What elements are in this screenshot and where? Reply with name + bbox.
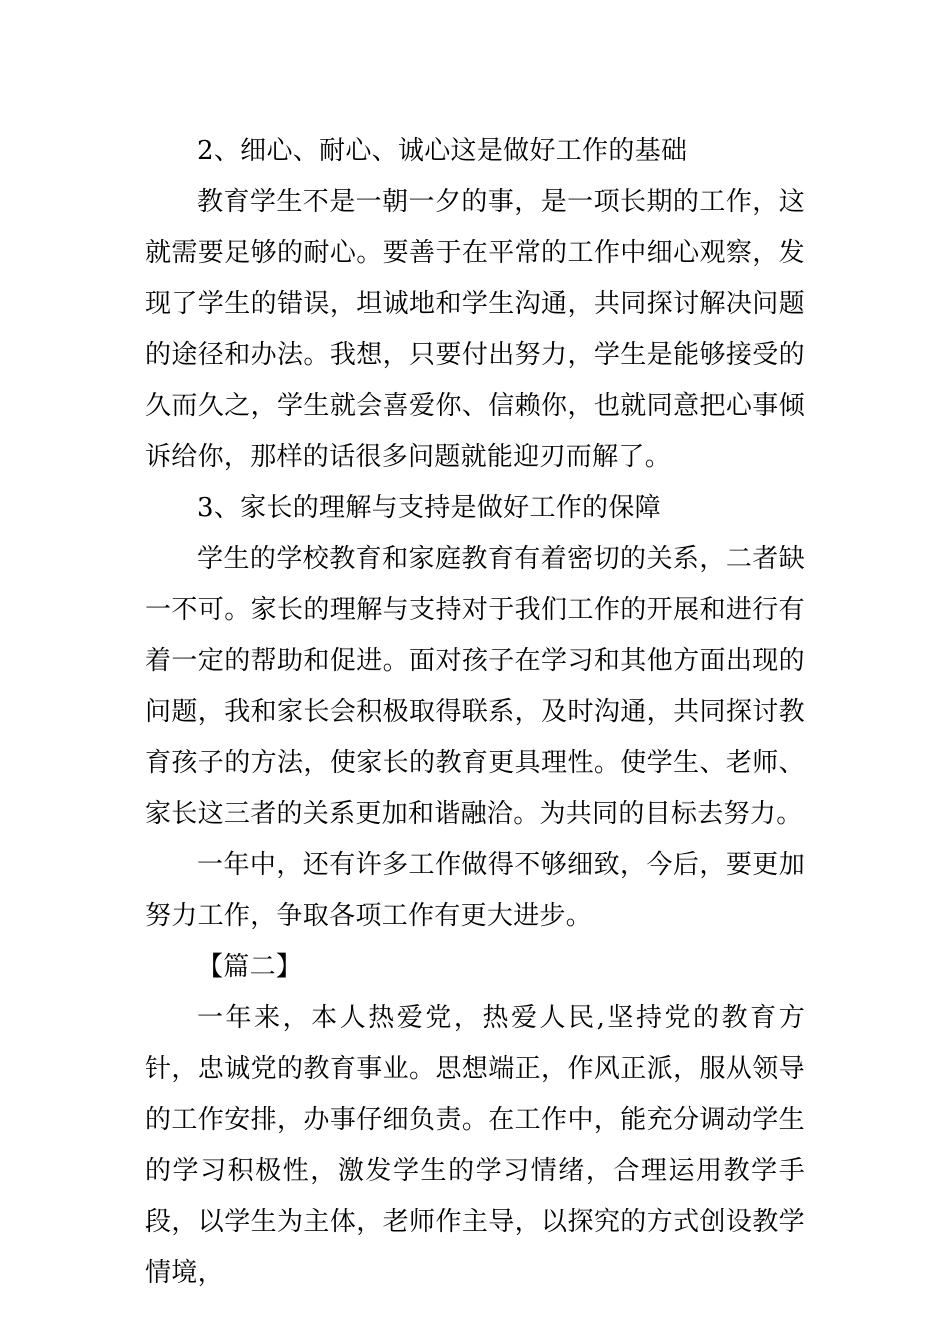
document-body — [145, 126, 805, 1299]
body-paragraph: 一年来，本人热爱党，热爱人民,坚持党的教育方针，忠诚党的教育事业。思想端正，作风正派，服从领导的工作安排，办事仔细负责。在工作中，能充分调动学生的学习积极性，激发学生的学习情绪，合理运用教学手段，以学生为主体，老师作主导，以探究的方式创设教学情境， — [145, 1003, 805, 1288]
body-paragraph: 一年中，还有许多工作做得不够细致，今后，要更加努力工作，争取各项工作有更大进步。 — [145, 850, 805, 931]
section-heading-2: 2、细心、耐心、诚心这是做好工作的基础 — [197, 136, 688, 166]
section-heading-3: 3、家长的理解与支持是做好工作的保障 — [197, 493, 661, 523]
part-heading: 【篇二】 — [197, 952, 303, 982]
body-paragraph: 教育学生不是一朝一夕的事，是一项长期的工作，这就需要足够的耐心。要善于在平常的工作中细心观察，发现了学生的错误，坦诚地和学生沟通，共同探讨解决问题的途径和办法。我想，只要付出努力，学生是能够接受的久而久之，学生就会喜爱你、信赖你，也就同意把心事倾诉给你，那样的话很多问题就能迎刃而解了。 — [145, 187, 805, 472]
body-paragraph: 学生的学校教育和家庭教育有着密切的关系，二者缺一不可。家长的理解与支持对于我们工作的开展和进行有着一定的帮助和促进。面对孩子在学习和其他方面出现的问题，我和家长会积极取得联系，及时沟通，共同探讨教育孩子的方法，使家长的教育更具理性。使学生、老师、家长这三者的关系更加和谐融洽。为共同的目标去努力。 — [145, 544, 805, 829]
